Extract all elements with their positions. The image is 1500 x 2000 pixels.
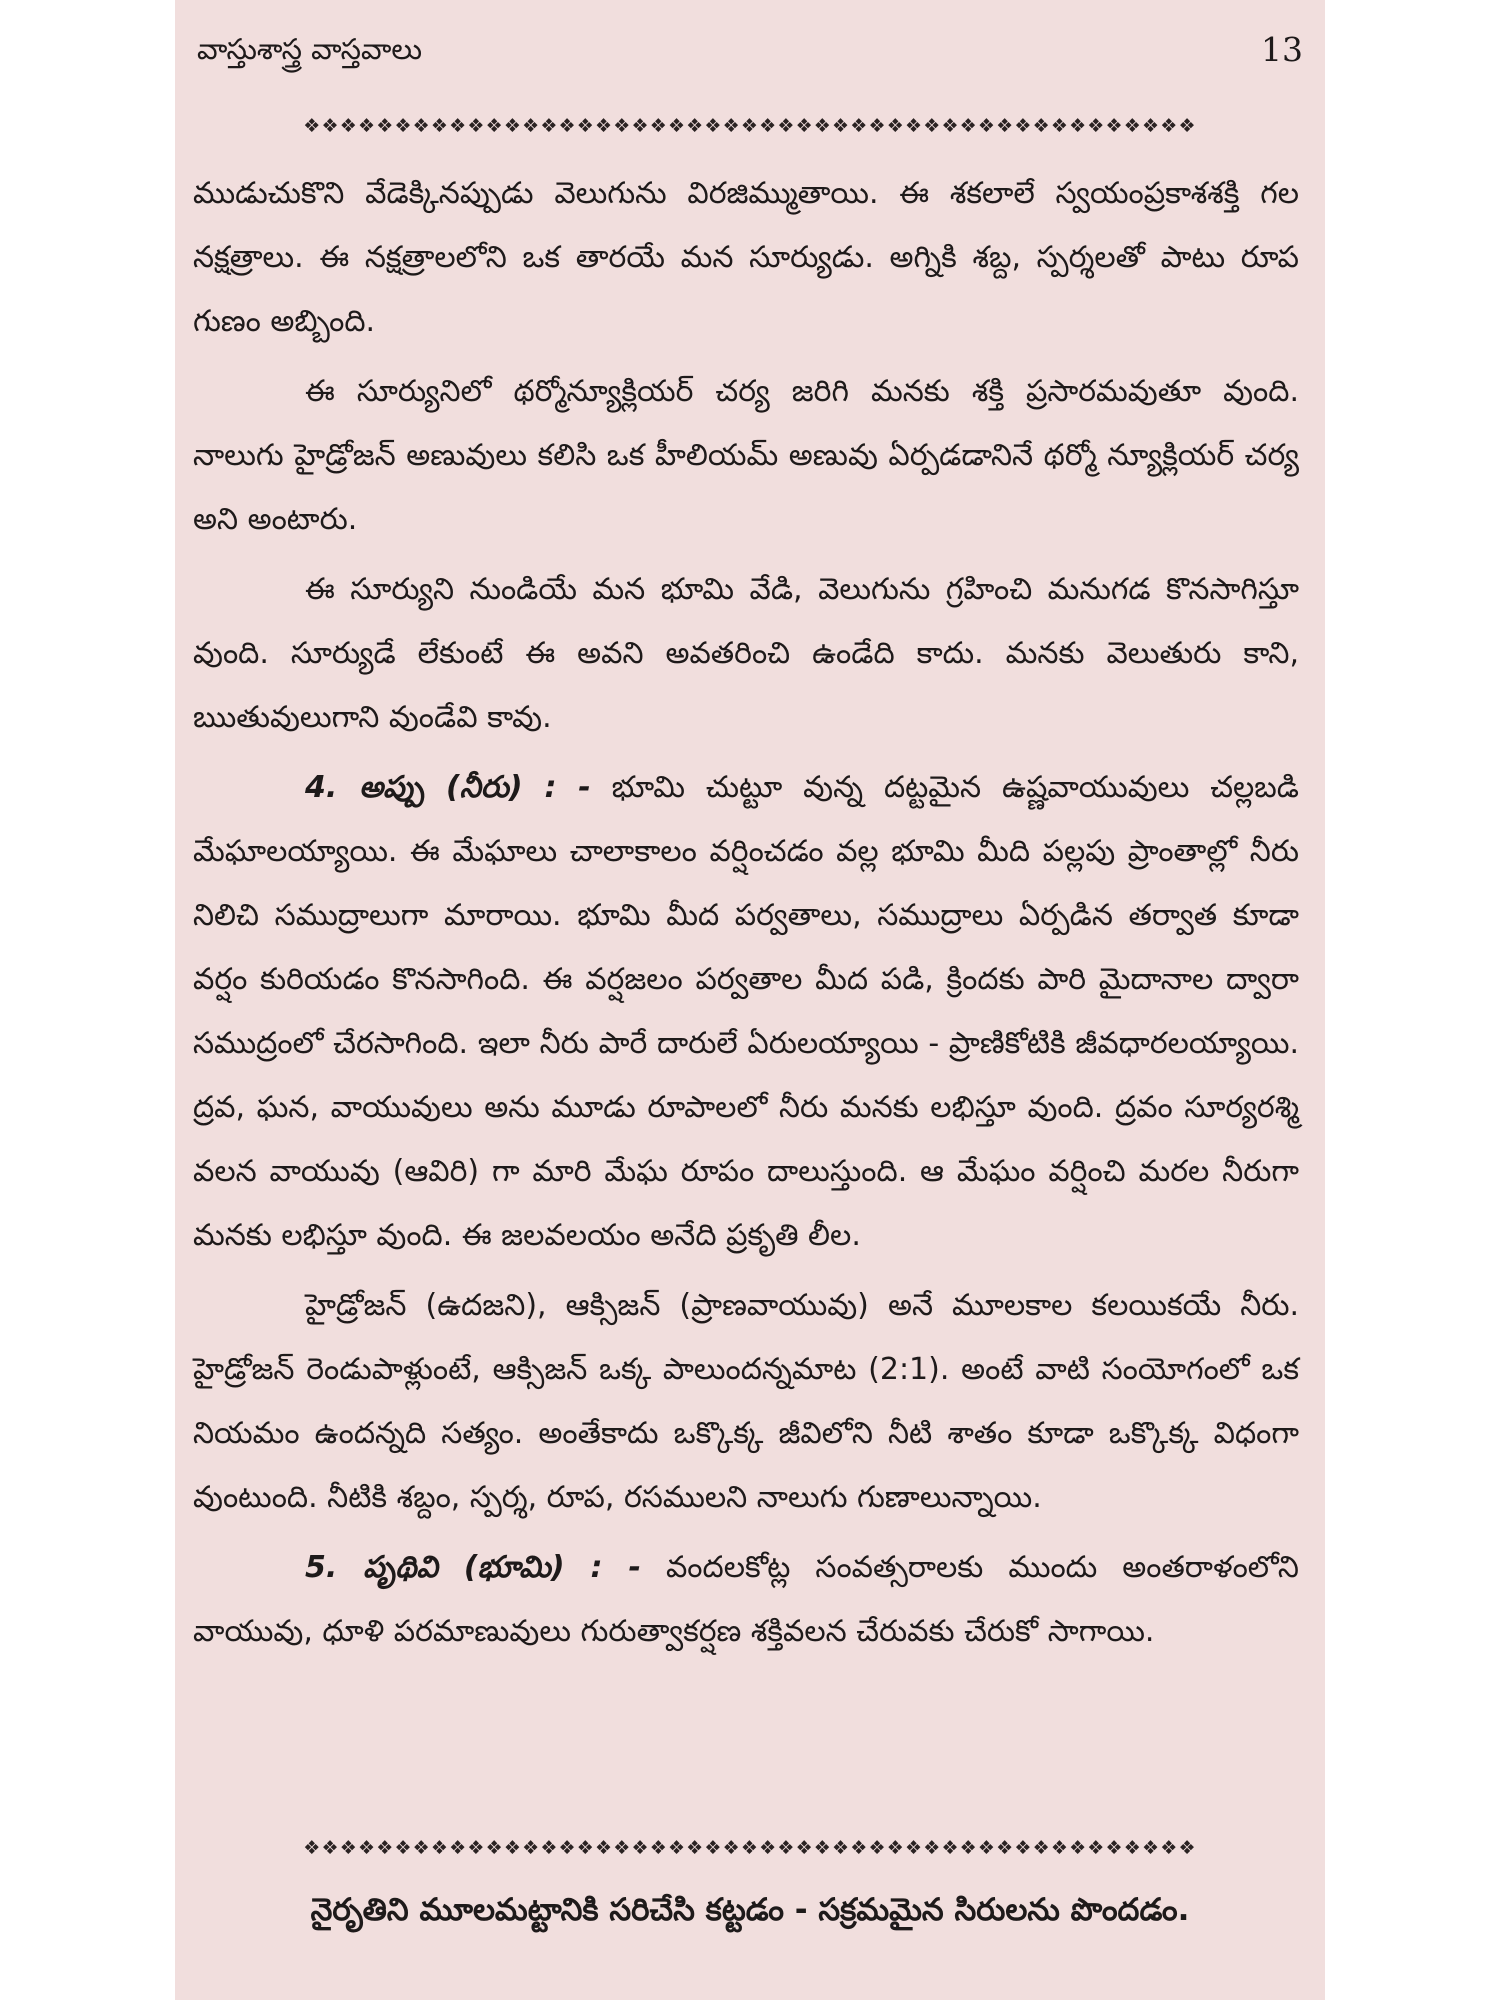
paragraph-2: ఈ సూర్యునిలో థర్మోన్యూక్లియర్ చర్య జరిగి మనకు శక్తి ప్రసారమవుతూ వుంది. నాలుగు హైడ్రోజన్ అణువులు కలిసి ఒక హీలియమ్ అణువు ఏర్పడడానినే థర్మో న్యూక్లియర్ చర్య అని అంటారు. — [193, 374, 1299, 537]
body-text — [193, 162, 1299, 1670]
running-head: వాస్తుశాస్త్ర వాస్తవాలు — [197, 32, 422, 66]
page-number: 13 — [1261, 30, 1303, 69]
section-heading-water: 4. అప్పు (నీరు) : - — [305, 770, 591, 805]
footer-note: నైరృతిని మూలమట్టానికి సరిచేసి కట్టడం - సక్రమమైన సిరులను పొందడం. — [310, 1892, 1190, 1928]
book-page — [175, 0, 1325, 2000]
paragraph-4-text: భూమి చుట్టూ వున్న దట్టమైన ఉష్ణవాయువులు చల్లబడి మేఘాలయ్యాయి. ఈ మేఘాలు చాలాకాలం వర్షించడం వల్ల భూమి మీది పల్లపు ప్రాంతాల్లో నీరు నిలిచి సముద్రాలుగా మారాయి. భూమి మీద పర్వతాలు, సముద్రాలు ఏర్పడిన తర్వాత కూడా వర్షం కురియడం కొనసాగింది. ఈ వర్షజలం పర్వతాల మీద పడి, క్రిందకు పారి మైదానాల ద్వారా సముద్రంలో చేరసాగింది. ఇలా నీరు పారే దారులే ఏరులయ్యాయి - ప్రాణికోటికి జీవధారలయ్యాయి. ద్రవ, ఘన, వాయువులు అను మూడు రూపాలలో నీరు మనకు లభిస్తూ వుంది. ద్రవం సూర్యరశ్మి వలన వాయువు (ఆవిరి) గా మారి మేఘ రూపం దాలుస్తుంది. ఆ మేఘం వర్షించి మరల నీరుగా మనకు లభిస్తూ వుంది. ఈ జలవలయం అనేది ప్రకృతి లీల. — [193, 770, 1299, 1253]
paragraph-6-text: వందలకోట్ల సంవత్సరాలకు ముందు అంతరాళంలోని వాయువు, ధూళి పరమాణువులు గురుత్వాకర్షణ శక్తివలన చేరువకు చేరుకో సాగాయి. — [193, 1550, 1299, 1649]
paragraph-3: ఈ సూర్యుని నుండియే మన భూమి వేడి, వెలుగును గ్రహించి మనుగడ కొనసాగిస్తూ వుంది. సూర్యుడే లేకుంటే ఈ అవని అవతరించి ఉండేది కాదు. మనకు వెలుతురు కాని, ఋతువులుగాని వుండేవి కావు. — [193, 572, 1299, 735]
ornament-divider-top: ❖❖❖❖❖❖❖❖❖❖❖❖❖❖❖❖❖❖❖❖❖❖❖❖❖❖❖❖❖❖❖❖❖❖❖❖❖❖❖❖❖❖❖❖❖❖❖❖❖ — [303, 115, 1197, 137]
paragraph-1: ముడుచుకొని వేడెక్కినప్పుడు వెలుగును విరజిమ్ముతాయి. ఈ శకలాలే స్వయంప్రకాశశక్తి గల నక్షత్రాలు. ఈ నక్షత్రాలలోని ఒక తారయే మన సూర్యుడు. అగ్నికి శబ్ద, స్పర్శలతో పాటు రూప గుణం అబ్బింది. — [193, 176, 1299, 339]
section-heading-earth: 5. పృథివి (భూమి) : - — [305, 1550, 641, 1585]
ornament-divider-bottom: ❖❖❖❖❖❖❖❖❖❖❖❖❖❖❖❖❖❖❖❖❖❖❖❖❖❖❖❖❖❖❖❖❖❖❖❖❖❖❖❖❖❖❖❖❖❖❖❖❖ — [303, 1837, 1197, 1859]
paragraph-6 — [193, 1536, 1299, 1664]
paragraph-5: హైడ్రోజన్ (ఉదజని), ఆక్సిజన్ (ప్రాణవాయువు) అనే మూలకాల కలయికయే నీరు. హైడ్రోజన్ రెండుపాళ్లుంటే, ఆక్సిజన్ ఒక్క పాలుందన్నమాట (2:1). అంటే వాటి సంయోగంలో ఒక నియమం ఉందన్నది సత్యం. అంతేకాదు ఒక్కొక్క జీవిలోని నీటి శాతం కూడా ఒక్కొక్క విధంగా వుంటుంది. నీటికి శబ్దం, స్పర్శ, రూప, రసములని నాలుగు గుణాలున్నాయి. — [193, 1288, 1299, 1515]
paragraph-4 — [193, 756, 1299, 1268]
